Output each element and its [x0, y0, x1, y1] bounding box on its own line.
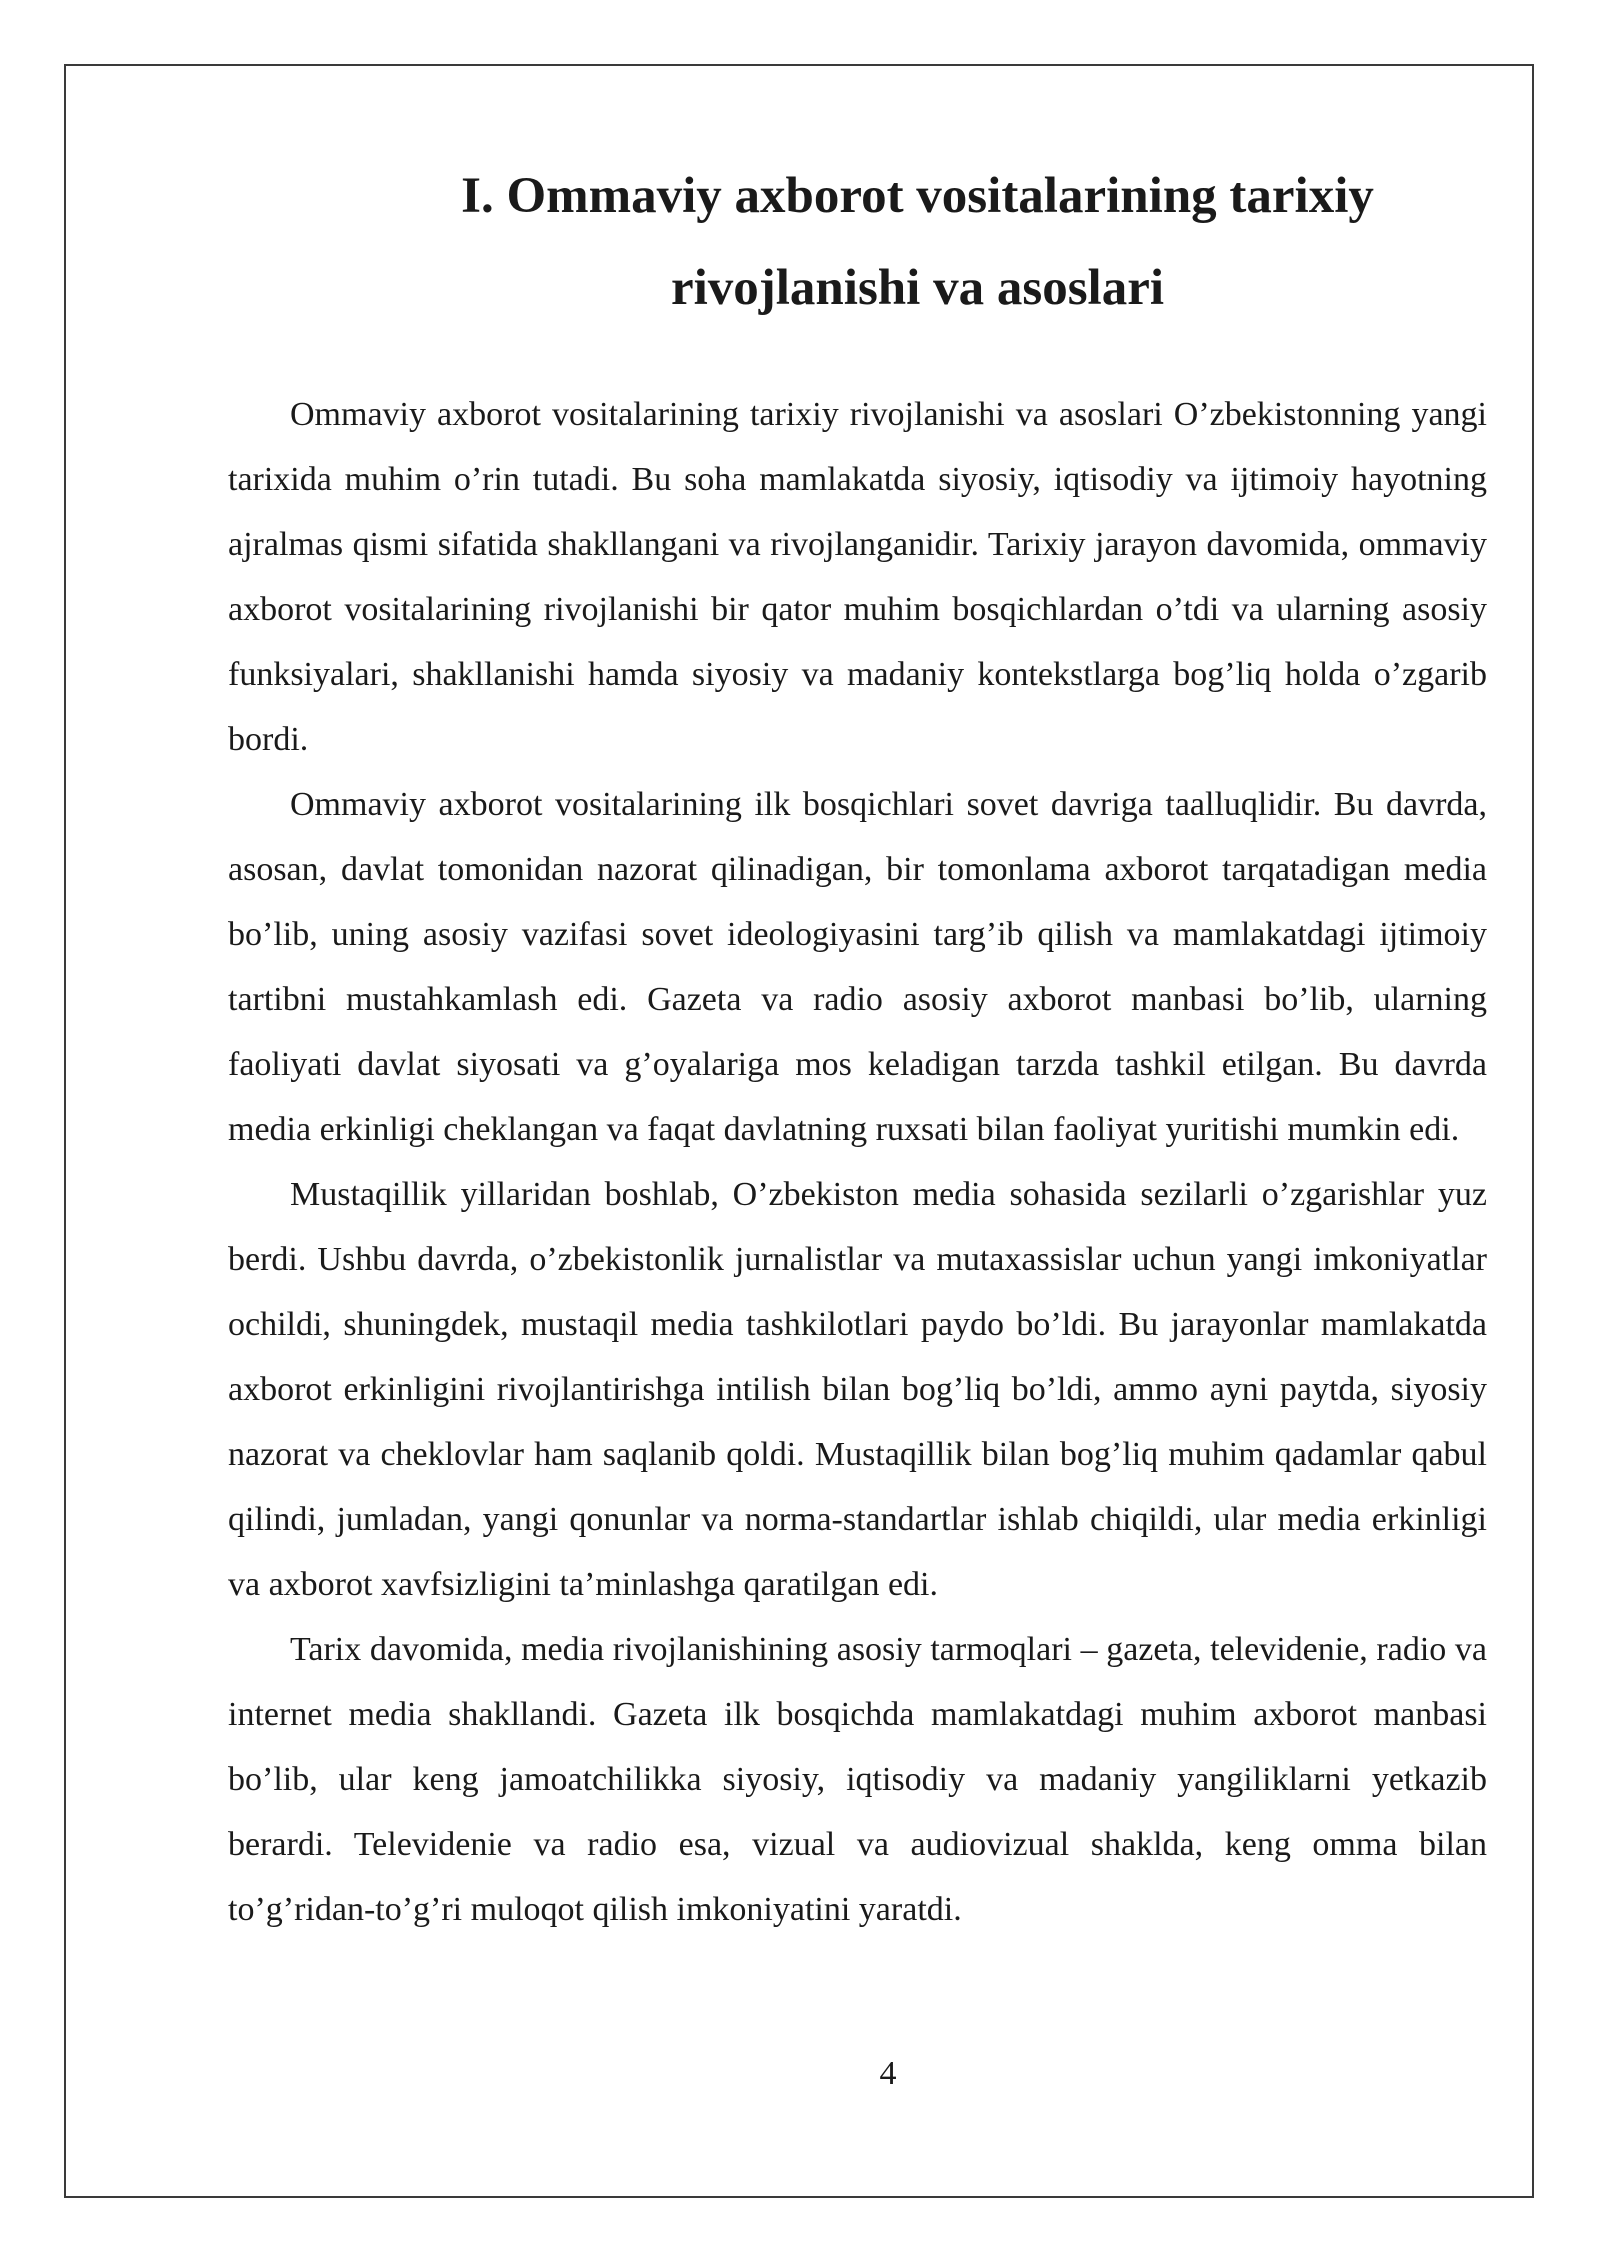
body-text: [228, 382, 1487, 1942]
page-number: [0, 2052, 1600, 2096]
section-title: [228, 150, 1487, 334]
paragraph-4: Tarix davomida, media rivojlanishining asosiy tarmoqlari – gazeta, televidenie, radio va internet media shakllandi. Gazeta ilk bosqichda mamlakatdagi muhim axborot manbasi bo’lib, ular keng jamoatchilikka siyosiy, iqtisodiy va madaniy yangiliklarni yetkazib berardi. Televidenie va radio esa, vizual va audiovizual shaklda, keng omma bilan to’g’ridan-to’g’ri muloqot qilish imkoniyatini yaratdi.: [228, 1631, 1487, 1928]
page-number-value: 4: [879, 2055, 897, 2092]
page-content: [228, 150, 1487, 1942]
section-title-line-1: I. Ommaviy axborot vositalarining tarixiy: [461, 168, 1374, 224]
paragraph-2: Ommaviy axborot vositalarining ilk bosqichlari sovet davriga taalluqlidir. Bu davrda, asosan, davlat tomonidan nazorat qilinadigan, bir tomonlama axborot tarqatadigan media bo’lib, uning asosiy vazifasi sovet ideologiyasini targ’ib qilish va mamlakatdagi ijtimoiy tartibni mustahkamlash edi. Gazeta va radio asosiy axborot manbasi bo’lib, ularning faoliyati davlat siyosati va g’oyalariga mos keladigan tarzda tashkil etilgan. Bu davrda media erkinligi cheklangan va faqat davlatning ruxsati bilan faoliyat yuritishi mumkin edi.: [228, 786, 1487, 1148]
paragraph-3: Mustaqillik yillaridan boshlab, O’zbekiston media sohasida sezilarli o’zgarishlar yuz berdi. Ushbu davrda, o’zbekistonlik jurnalistlar va mutaxassislar uchun yangi imkoniyatlar ochildi, shuningdek, mustaqil media tashkilotlari paydo bo’ldi. Bu jarayonlar mamlakatda axborot erkinligini rivojlantirishga intilish bilan bog’liq bo’ldi, ammo ayni paytda, siyosiy nazorat va cheklovlar ham saqlanib qoldi. Mustaqillik bilan bog’liq muhim qadamlar qabul qilindi, jumladan, yangi qonunlar va norma-standartlar ishlab chiqildi, ular media erkinligi va axborot xavfsizligini ta’minlashga qaratilgan edi.: [228, 1176, 1487, 1603]
section-title-line-2: rivojlanishi va asoslari: [670, 260, 1165, 316]
paragraph-1: Ommaviy axborot vositalarining tarixiy rivojlanishi va asoslari O’zbekistonning yangi tarixida muhim o’rin tutadi. Bu soha mamlakatda siyosiy, iqtisodiy va ijtimoiy hayotning ajralmas qismi sifatida shakllangani va rivojlanganidir. Tarixiy jarayon davomida, ommaviy axborot vositalarining rivojlanishi bir qator muhim bosqichlardan o’tdi va ularning asosiy funksiyalari, shakllanishi hamda siyosiy va madaniy kontekstlarga bog’liq holda o’zgarib bordi.: [228, 396, 1487, 758]
